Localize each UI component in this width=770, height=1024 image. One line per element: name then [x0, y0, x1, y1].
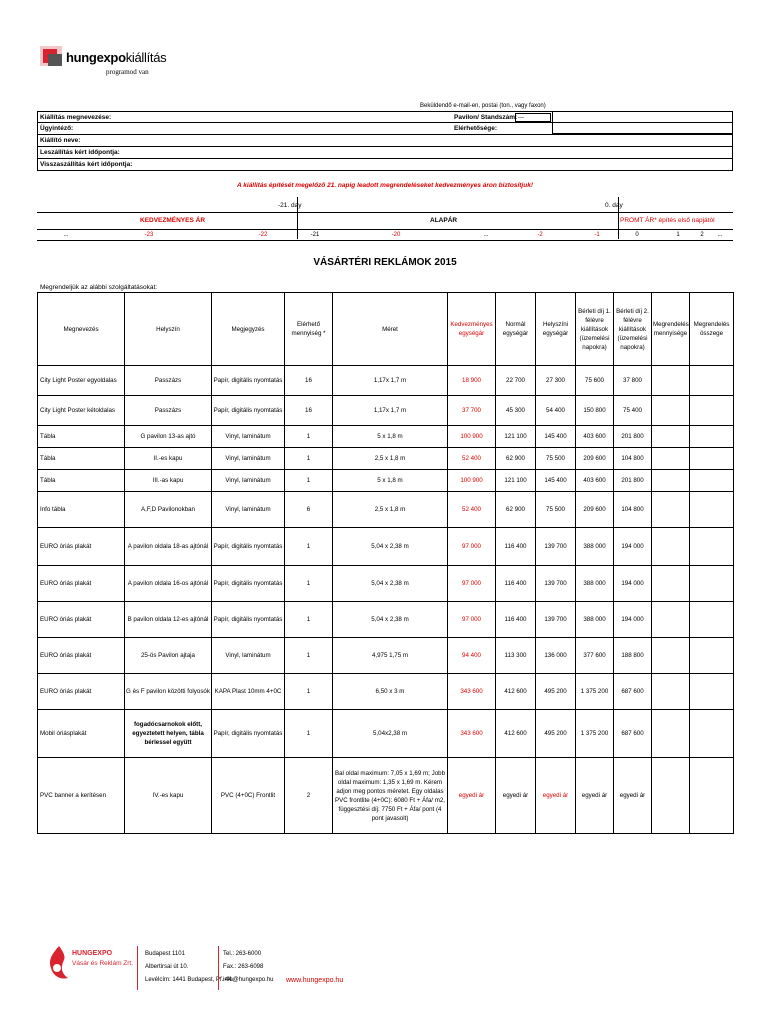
row-normal-price: egyedi ár: [496, 758, 536, 834]
row-qty: 1: [285, 710, 333, 758]
order-total-cell[interactable]: [690, 566, 734, 602]
table-row: [38, 366, 734, 396]
row-note: Vinyl, laminátum: [212, 426, 285, 448]
row-note: PVC (4+0C) Frontlit: [212, 758, 285, 834]
scale-divider-right: [618, 197, 619, 239]
row-site-price: 75 500: [536, 492, 576, 528]
row-note: Papír, digitális nyomtatás: [212, 710, 285, 758]
logo-brand-bold: hungexpo: [66, 50, 126, 65]
deadline-note: A kiállítás építését megelőző 21. napig leadott megrendeléseket kedvezményes áron biztosítjuk!: [237, 182, 533, 189]
table-body: [38, 366, 734, 834]
row-note: Papír, digitális nyomtatás: [212, 366, 285, 396]
row-rent-first-half: 1 375 200: [576, 710, 614, 758]
scale-tick: -23: [144, 232, 154, 238]
row-discount-price: 97 000: [448, 528, 496, 566]
row-site-price: 136 000: [536, 638, 576, 674]
row-rent-first-half: 1 375 200: [576, 674, 614, 710]
row-normal-price: 113 300: [496, 638, 536, 674]
row-name: Tábla: [38, 426, 125, 448]
order-total-cell[interactable]: [690, 528, 734, 566]
row-qty: 6: [285, 492, 333, 528]
table-row: [38, 448, 734, 470]
row-normal-price: 116 400: [496, 566, 536, 602]
row-name: EURO óriás plakát: [38, 602, 125, 638]
row-place: Passzázs: [125, 366, 212, 396]
table-row: [38, 758, 734, 834]
col-header-site-price: Helyszíni egységár: [536, 293, 576, 366]
row-qty: 1: [285, 448, 333, 470]
order-total-cell[interactable]: [690, 602, 734, 638]
row-discount-price: 37 700: [448, 396, 496, 426]
row-normal-price: 62 900: [496, 492, 536, 528]
row-qty: 1: [285, 426, 333, 448]
order-qty-cell[interactable]: [652, 470, 690, 492]
row-discount-price: 343 600: [448, 674, 496, 710]
row-size: Bal oldal maximum: 7,05 x 1,69 m; Jobb oldal maximum: 1,35 x 1,69 m. Kérem adjon meg pontos méretet. Egy oldalas PVC frontlite (4+0C): 6080 Ft + Áfa/ m2, függesztési díj: 7750 Ft + Áfa/ pont (4 pont javasolt): [333, 758, 448, 834]
order-qty-cell[interactable]: [652, 426, 690, 448]
row-place: Passzázs: [125, 396, 212, 426]
order-qty-cell[interactable]: [652, 448, 690, 470]
col-header-discount-price: Kedvezményes egységár: [448, 293, 496, 366]
row-note: Vinyl, laminátum: [212, 492, 285, 528]
row-size: 1,17x 1,7 m: [333, 366, 448, 396]
contact-label: Elérhetősége:: [454, 125, 497, 132]
footer-divider: [137, 946, 138, 990]
col-header-order-total: Megrendelés összege: [690, 293, 734, 366]
row-qty: 1: [285, 470, 333, 492]
row-place: A pavilon oldala 18-as ajtónál: [125, 528, 212, 566]
row-place: IV.-es kapu: [125, 758, 212, 834]
row-name: EURO óriás plakát: [38, 674, 125, 710]
table-row: [38, 492, 734, 528]
row-discount-price: 94 400: [448, 638, 496, 674]
order-qty-cell[interactable]: [652, 492, 690, 528]
row-qty: 2: [285, 758, 333, 834]
row-discount-price: 100 900: [448, 470, 496, 492]
scale-tick: 1: [676, 232, 680, 238]
row-site-price: 75 500: [536, 448, 576, 470]
row-note: Vinyl, laminátum: [212, 448, 285, 470]
row-qty: 1: [285, 602, 333, 638]
logo-tagline: programod van: [106, 68, 149, 76]
scale-tick: 2: [700, 232, 704, 238]
table-row: [38, 470, 734, 492]
row-name: EURO óriás plakát: [38, 528, 125, 566]
row-discount-price: 343 600: [448, 710, 496, 758]
base-price-label: ALAPÁR: [430, 217, 458, 224]
order-qty-cell[interactable]: [652, 602, 690, 638]
return-date-label: Visszaszállítás kért időpontja:: [40, 161, 133, 168]
row-normal-price: 116 400: [496, 602, 536, 638]
order-total-cell[interactable]: [690, 638, 734, 674]
row-size: 5,04 x 2,38 m: [333, 602, 448, 638]
hungexpo-flame-icon: [48, 946, 70, 982]
footer-brand: HUNGEXPO: [72, 950, 113, 957]
col-header-name: Megnevezés: [38, 293, 125, 366]
promt-price-label: PROMT ÁR* építés első napjától: [620, 217, 715, 224]
row-site-price: 139 700: [536, 566, 576, 602]
row-rent-first-half: 403 600: [576, 426, 614, 448]
row-site-price: 27 300: [536, 366, 576, 396]
order-total-cell[interactable]: [690, 674, 734, 710]
row-note: Vinyl, laminátum: [212, 470, 285, 492]
row-site-price: 495 200: [536, 710, 576, 758]
row-place: G és F pavilon közötti folyosók: [125, 674, 212, 710]
row-rent-first-half: 75 600: [576, 366, 614, 396]
table-row: [38, 528, 734, 566]
row-note: Papír, digitális nyomtatás: [212, 602, 285, 638]
footer-web-wrap: [286, 974, 343, 988]
col-header-normal-price: Normál egységár: [496, 293, 536, 366]
scale-tick: -20: [391, 232, 401, 238]
row-name: PVC banner a kerítésen: [38, 758, 125, 834]
col-header-place: Helyszín: [125, 293, 212, 366]
row-name: Tábla: [38, 470, 125, 492]
row-rent-second-half: 75 400: [614, 396, 652, 426]
row-site-price: egyedi ár: [536, 758, 576, 834]
row-rent-first-half: egyedi ár: [576, 758, 614, 834]
row-size: 2,5 x 1,8 m: [333, 492, 448, 528]
row-place: fogadócsarnokok előtt, egyeztetett helyen, tábla bérlessel együtt: [125, 710, 212, 758]
row-rent-second-half: 104 800: [614, 448, 652, 470]
row-place: A,F,D Pavilonokban: [125, 492, 212, 528]
row-note: KAPA Plast 10mm 4+0C: [212, 674, 285, 710]
row-rent-second-half: 104 800: [614, 492, 652, 528]
order-qty-cell[interactable]: [652, 758, 690, 834]
row-rent-first-half: 377 600: [576, 638, 614, 674]
row-rent-second-half: 194 000: [614, 566, 652, 602]
order-total-cell[interactable]: [690, 470, 734, 492]
order-form: [37, 111, 733, 171]
row-rent-second-half: 194 000: [614, 528, 652, 566]
row-size: 5,04 x 2,38 m: [333, 528, 448, 566]
col-header-rent-second-half: Bérleti díj 2. félévre kiállítások (üzemelési napokra): [614, 293, 652, 366]
row-size: 5 x 1,8 m: [333, 426, 448, 448]
row-note: Papír, digitális nyomtatás: [212, 566, 285, 602]
row-rent-first-half: 209 600: [576, 492, 614, 528]
order-total-cell[interactable]: [690, 448, 734, 470]
row-size: 5,04x2,38 m: [333, 710, 448, 758]
row-name: EURO óriás plakát: [38, 638, 125, 674]
table-row: [38, 710, 734, 758]
pavilion-field[interactable]: ---: [515, 113, 551, 122]
row-rent-second-half: 687 600: [614, 674, 652, 710]
row-qty: 1: [285, 528, 333, 566]
row-site-price: 54 400: [536, 396, 576, 426]
row-normal-price: 62 900: [496, 448, 536, 470]
table-row: [38, 426, 734, 448]
row-discount-price: 97 000: [448, 602, 496, 638]
row-rent-first-half: 209 600: [576, 448, 614, 470]
row-site-price: 139 700: [536, 528, 576, 566]
table-row: [38, 602, 734, 638]
page-title: VÁSÁRTÉRI REKLÁMOK 2015: [313, 257, 457, 268]
row-size: 6,50 x 3 m: [333, 674, 448, 710]
order-qty-cell[interactable]: [652, 710, 690, 758]
table-row: [38, 566, 734, 602]
row-note: Papír, digitális nyomtatás: [212, 528, 285, 566]
row-place: G pavilon 13-as ajtó: [125, 426, 212, 448]
scale-middle-line: [37, 229, 733, 230]
hungexpo-logo-icon: [40, 46, 64, 66]
sender-hint: Beküldendő e-mail-en, postai (ton., vagy faxon): [420, 103, 546, 109]
scale-tick: -1: [594, 232, 600, 238]
row-normal-price: 412 600: [496, 710, 536, 758]
row-size: 5,04 x 2,38 m: [333, 566, 448, 602]
footer-address-line: Levélcím: 1441 Budapest, Pf. 44.: [145, 977, 234, 983]
row-discount-price: 52 400: [448, 448, 496, 470]
row-normal-price: 121 100: [496, 426, 536, 448]
row-normal-price: 412 600: [496, 674, 536, 710]
row-site-price: 145 400: [536, 426, 576, 448]
row-discount-price: 18 900: [448, 366, 496, 396]
row-discount-price: 52 400: [448, 492, 496, 528]
row-normal-price: 116 400: [496, 528, 536, 566]
scale-bottom-line: [37, 240, 733, 241]
row-place: B pavilon oldala 12-es ajtónál: [125, 602, 212, 638]
table-row: [38, 674, 734, 710]
col-header-note: Megjegyzés: [212, 293, 285, 366]
row-rent-second-half: 687 600: [614, 710, 652, 758]
row-size: 2,5 x 1,8 m: [333, 448, 448, 470]
scale-tick: -21: [310, 232, 320, 238]
footer-address: [145, 948, 233, 987]
row-name: City Light Poster kétoldalas: [38, 396, 125, 426]
scale-tick: ...: [717, 232, 723, 238]
order-qty-cell[interactable]: [652, 566, 690, 602]
exhibition-name-label: Kiállítás megnevezése:: [40, 114, 112, 121]
row-place: A pavilon oldala 16-os ajtónál: [125, 566, 212, 602]
col-header-rent-first-half: Bérleti díj 1. félévre kiállítások (üzemelési napokra): [576, 293, 614, 366]
order-qty-cell[interactable]: [652, 638, 690, 674]
scale-tick: -22: [258, 232, 268, 238]
row-rent-second-half: 188 800: [614, 638, 652, 674]
advertising-table: [37, 292, 734, 834]
row-name: City Light Poster egyoldalas: [38, 366, 125, 396]
scale-divider-left: [297, 197, 298, 239]
order-total-cell[interactable]: [690, 366, 734, 396]
order-total-cell[interactable]: [690, 426, 734, 448]
day-right-label: 0. day: [605, 202, 623, 209]
row-size: 1,17x 1,7 m: [333, 396, 448, 426]
row-note: Papír, digitális nyomtatás: [212, 396, 285, 426]
row-rent-first-half: 388 000: [576, 566, 614, 602]
row-site-price: 495 200: [536, 674, 576, 710]
footer-email[interactable]: info@hungexpo.hu: [223, 977, 274, 983]
row-name: Mobil óriásplakát: [38, 710, 125, 758]
logo-brand-light: kiállítás: [125, 50, 167, 65]
row-note: Vinyl, laminátum: [212, 638, 285, 674]
order-total-cell[interactable]: [690, 710, 734, 758]
footer-brand-sub: Vásár és Reklám Zrt.: [72, 960, 134, 967]
row-rent-first-half: 388 000: [576, 602, 614, 638]
row-size: 4,975 1,75 m: [333, 638, 448, 674]
row-name: Info tábla: [38, 492, 125, 528]
scale-tick: 0: [635, 232, 639, 238]
order-total-cell[interactable]: [690, 396, 734, 426]
order-qty-cell[interactable]: [652, 674, 690, 710]
row-rent-second-half: egyedi ár: [614, 758, 652, 834]
row-normal-price: 22 700: [496, 366, 536, 396]
row-rent-first-half: 403 600: [576, 470, 614, 492]
footer-address-line: Albertirsai út 10.: [145, 964, 189, 970]
footer-contact: [223, 948, 273, 987]
row-name: Tábla: [38, 448, 125, 470]
row-size: 5 x 1,8 m: [333, 470, 448, 492]
order-total-cell[interactable]: [690, 758, 734, 834]
table-row: [38, 396, 734, 426]
footer-fax: Fax.: 263-6098: [223, 964, 264, 970]
row-qty: 1: [285, 638, 333, 674]
row-rent-second-half: 194 000: [614, 602, 652, 638]
footer-divider: [218, 946, 219, 990]
col-header-size: Méret: [333, 293, 448, 366]
footer-address-line: Budapest 1101: [145, 951, 185, 957]
row-site-price: 139 700: [536, 602, 576, 638]
row-rent-second-half: 201 800: [614, 426, 652, 448]
row-rent-first-half: 150 800: [576, 396, 614, 426]
order-qty-cell[interactable]: [652, 366, 690, 396]
row-qty: 16: [285, 396, 333, 426]
row-discount-price: egyedi ár: [448, 758, 496, 834]
row-qty: 16: [285, 366, 333, 396]
row-site-price: 145 400: [536, 470, 576, 492]
row-normal-price: 121 100: [496, 470, 536, 492]
order-qty-cell[interactable]: [652, 528, 690, 566]
row-place: II.-es kapu: [125, 448, 212, 470]
footer-tel: Tel.: 263-6000: [223, 951, 262, 957]
table-row: [38, 638, 734, 674]
order-qty-cell[interactable]: [652, 396, 690, 426]
col-header-order-qty: Megrendelés mennyisége: [652, 293, 690, 366]
case-officer-label: Ügyintéző:: [40, 125, 74, 132]
scale-tick: -2: [537, 232, 543, 238]
order-intro: Megrendeljük az alábbi szolgáltatásokat:: [40, 284, 158, 291]
pavilion-label: Pavilon/ Standszám:: [454, 114, 518, 121]
row-normal-price: 45 300: [496, 396, 536, 426]
row-place: 25-ös Pavilon ajtaja: [125, 638, 212, 674]
scale-top-line: [37, 212, 733, 213]
table-header-row: [38, 293, 734, 366]
scale-tick: ...: [483, 232, 489, 238]
day-left-label: -21. day: [278, 202, 302, 209]
exhibitor-name-label: Kiállító neve:: [40, 137, 81, 144]
footer-website-link[interactable]: www.hungexpo.hu: [286, 977, 344, 984]
row-rent-second-half: 37 800: [614, 366, 652, 396]
row-qty: 1: [285, 566, 333, 602]
delivery-date-label: Leszállítás kért időpontja:: [40, 149, 120, 156]
row-place: III.-as kapu: [125, 470, 212, 492]
col-header-qty: Elérhető mennyiség *: [285, 293, 333, 366]
order-total-cell[interactable]: [690, 492, 734, 528]
row-qty: 1: [285, 674, 333, 710]
row-discount-price: 97 000: [448, 566, 496, 602]
logo-wordmark: [66, 50, 166, 65]
row-rent-second-half: 201 800: [614, 470, 652, 492]
row-name: EURO óriás plakát: [38, 566, 125, 602]
row-discount-price: 100 900: [448, 426, 496, 448]
scale-tick: ...: [63, 232, 69, 238]
discount-price-label: KEDVEZMÉNYES ÁR: [140, 217, 206, 224]
row-rent-first-half: 388 000: [576, 528, 614, 566]
